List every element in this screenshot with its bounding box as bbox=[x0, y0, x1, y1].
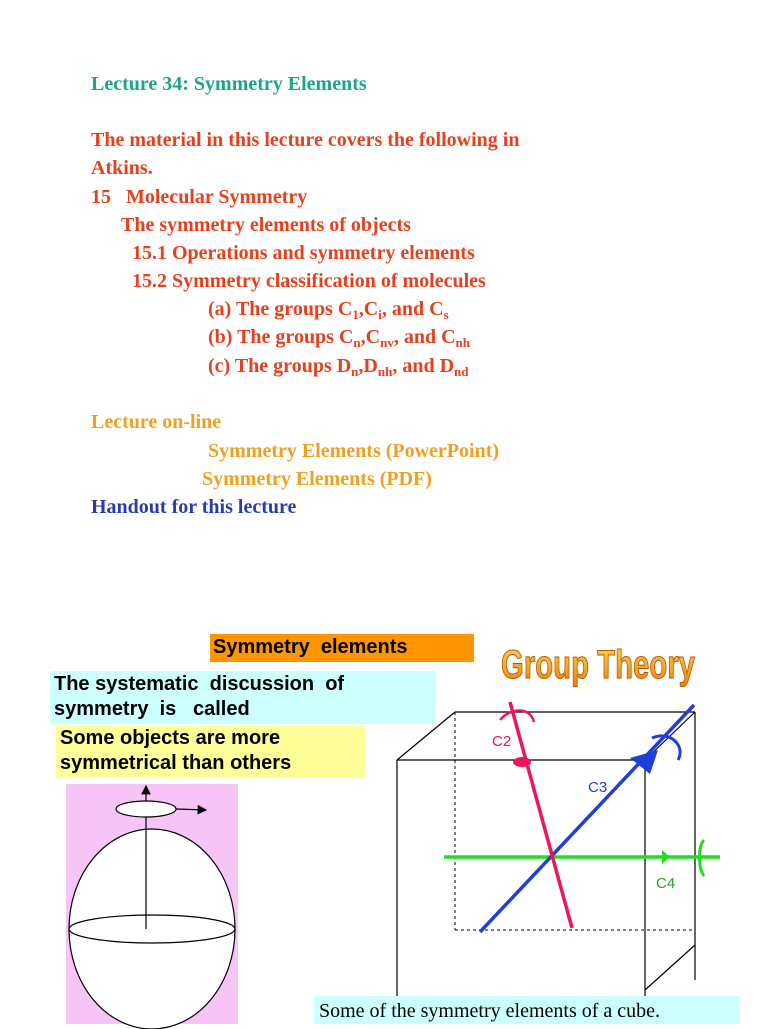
group-b-sub3: nh bbox=[455, 335, 471, 350]
cube-edge bbox=[645, 945, 695, 990]
group-theory-wordart bbox=[498, 640, 698, 690]
group-a-sub2: i bbox=[378, 307, 382, 322]
chapter-heading: 15 Molecular Symmetry bbox=[91, 186, 308, 208]
c3-label: C3 bbox=[588, 779, 608, 796]
sphere-outline bbox=[69, 829, 235, 1029]
lecture-online-heading: Lecture on-line bbox=[91, 411, 222, 433]
group-a-sub3: s bbox=[443, 307, 449, 322]
intro-line-1: The material in this lecture covers the following in bbox=[91, 129, 520, 151]
c4-label: C4 bbox=[656, 875, 676, 892]
group-c-sub3: nd bbox=[454, 364, 469, 379]
group-c-sub1: n bbox=[351, 364, 359, 379]
c2-marker bbox=[513, 757, 531, 767]
group-c-prefix: (c) The groups D bbox=[208, 355, 352, 377]
group-b-line bbox=[208, 325, 470, 349]
cube-diagram bbox=[360, 690, 725, 1000]
section-title: The symmetry elements of objects bbox=[121, 214, 411, 236]
discussion-line-1: The systematic discussion of bbox=[54, 673, 345, 695]
symmetry-elements-heading bbox=[210, 634, 474, 662]
handout-link[interactable]: Handout for this lecture bbox=[91, 496, 297, 518]
cube-caption: Some of the symmetry elements of a cube. bbox=[314, 996, 740, 1024]
intro-line-2: Atkins. bbox=[91, 157, 153, 179]
group-b-mid1: ,C bbox=[360, 326, 381, 348]
section-15-2: 15.2 Symmetry classification of molecules bbox=[132, 270, 486, 292]
group-b-mid2: , and C bbox=[393, 326, 456, 348]
section-15-1: 15.1 Operations and symmetry elements bbox=[132, 242, 475, 264]
symmetry-elements-heading-text: Symmetry elements bbox=[213, 636, 408, 658]
group-c-mid1: ,D bbox=[358, 355, 378, 377]
c4-marker bbox=[662, 850, 670, 864]
sphere-panel bbox=[66, 784, 238, 1024]
group-b-sub1: n bbox=[353, 335, 361, 350]
objects-line-2: symmetrical than others bbox=[60, 752, 292, 774]
symmetrical-objects-box bbox=[56, 726, 365, 778]
c2-label: C2 bbox=[492, 733, 512, 750]
c2-axis bbox=[510, 702, 572, 928]
group-c-mid2: , and D bbox=[392, 355, 455, 377]
sphere-diagram bbox=[66, 784, 238, 1024]
group-c-sub2: nh bbox=[377, 364, 393, 379]
objects-line-1: Some objects are more bbox=[60, 727, 281, 749]
lecture-title: Lecture 34: Symmetry Elements bbox=[91, 73, 367, 95]
group-c-line bbox=[208, 354, 469, 378]
group-a-sub1: 1 bbox=[352, 307, 359, 322]
discussion-line-2: symmetry is called bbox=[54, 698, 250, 720]
group-a-mid2: , and C bbox=[381, 298, 444, 320]
group-b-sub2: nv bbox=[380, 335, 394, 350]
group-a-line bbox=[208, 297, 449, 321]
group-theory-text: Group Theory bbox=[501, 643, 696, 687]
rotation-loop bbox=[116, 801, 176, 817]
group-b-prefix: (b) The groups C bbox=[208, 326, 354, 348]
powerpoint-link[interactable]: Symmetry Elements (PowerPoint) bbox=[208, 440, 500, 462]
group-a-prefix: (a) The groups C bbox=[208, 298, 353, 320]
rotation-arrow bbox=[176, 809, 206, 810]
pdf-link[interactable]: Symmetry Elements (PDF) bbox=[202, 468, 432, 490]
group-a-mid1: ,C bbox=[358, 298, 379, 320]
c3-axis bbox=[480, 705, 694, 932]
cube-edge bbox=[397, 712, 455, 760]
